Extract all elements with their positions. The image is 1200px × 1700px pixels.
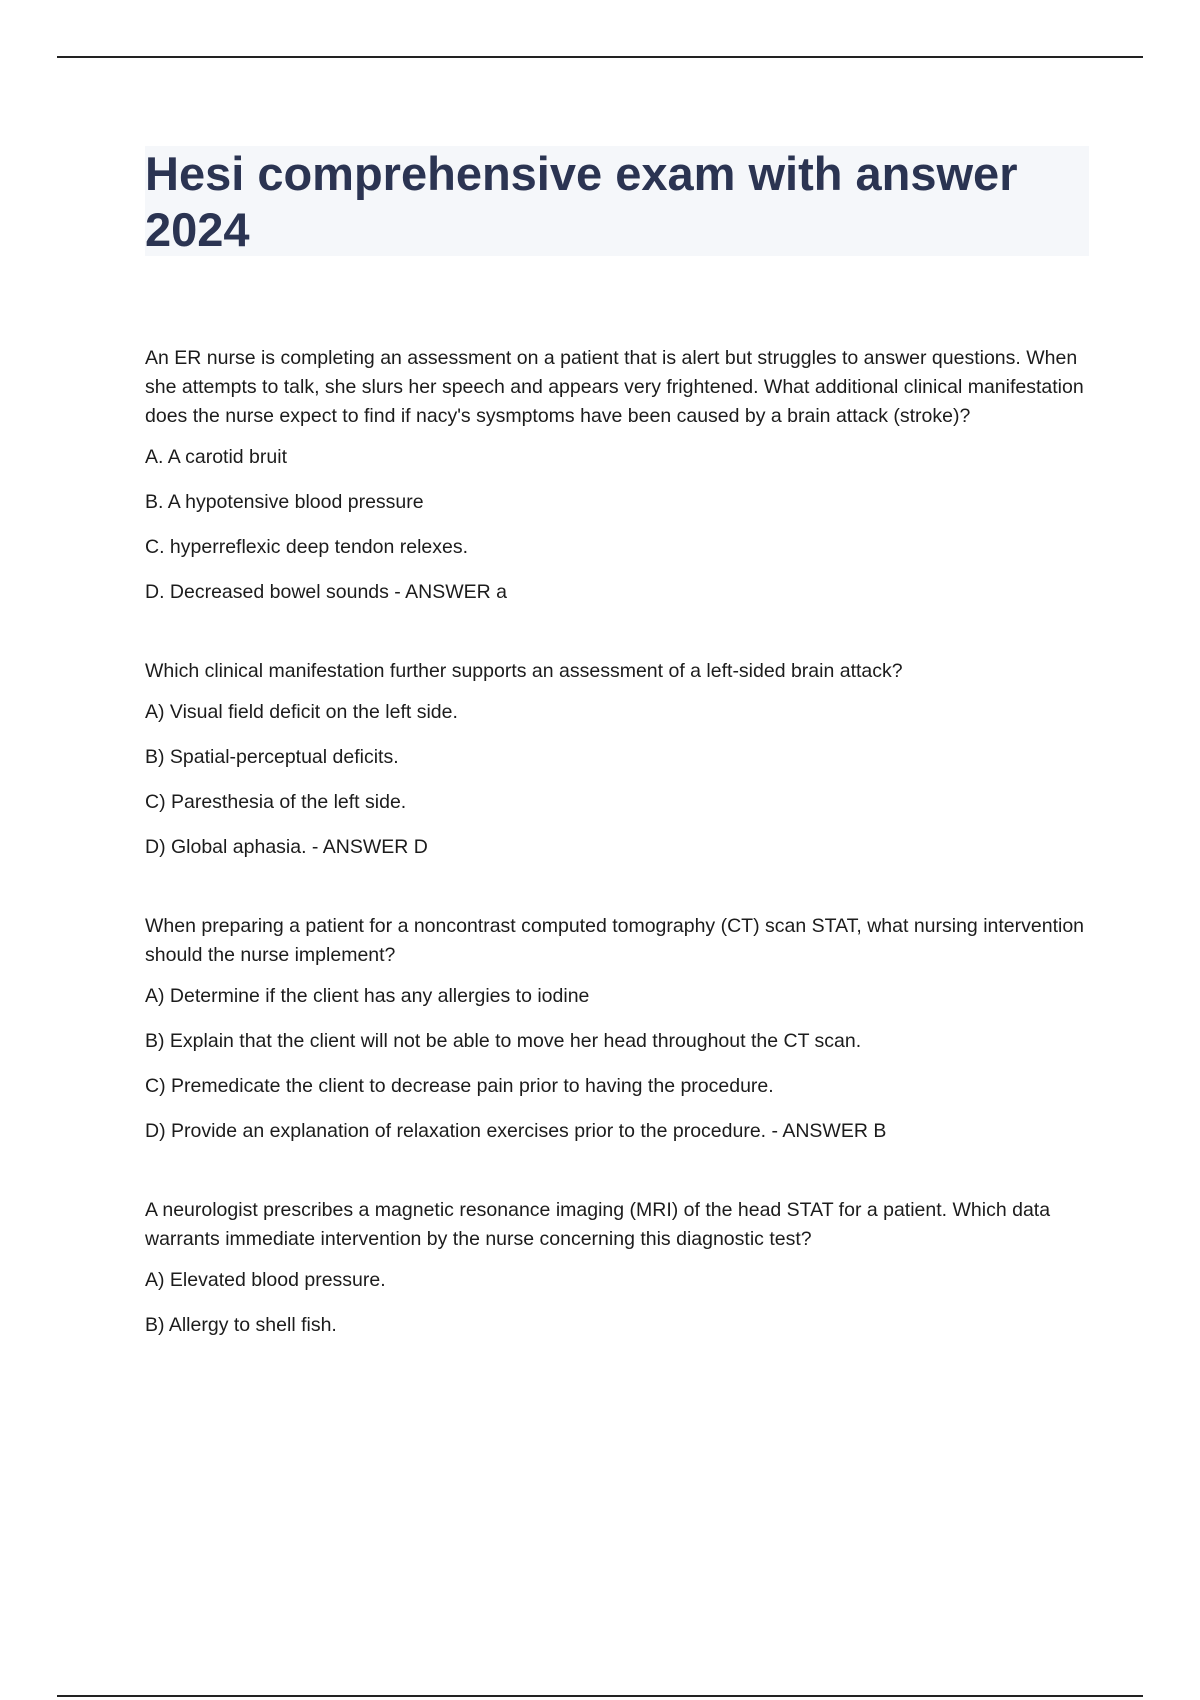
question-text: Which clinical manifestation further supports an assessment of a left-sided brain attack? [145, 660, 903, 682]
question-2 [145, 657, 1085, 862]
answer-option-d: D) Provide an explanation of relaxation exercises prior to the procedure. - ANSWER B [145, 1120, 887, 1142]
question-list [145, 344, 1085, 1390]
question-text: A neurologist prescribes a magnetic resonance imaging (MRI) of the head STAT for a patient. Which data warrants immediate intervention by the nurse concerning this diagnostic test? [145, 1199, 1051, 1250]
answer-option-a: A) Visual field deficit on the left side. [145, 701, 458, 723]
answer-option-b: B) Explain that the client will not be able to move her head throughout the CT scan. [145, 1030, 862, 1052]
answer-option-d: D) Global aphasia. - ANSWER D [145, 836, 428, 858]
answer-option-c: C. hyperreflexic deep tendon relexes. [145, 536, 469, 558]
answer-option-b: B) Spatial-perceptual deficits. [145, 746, 399, 768]
question-3 [145, 912, 1085, 1146]
answer-option-a: A) Determine if the client has any allergies to iodine [145, 985, 590, 1007]
question-text: An ER nurse is completing an assessment on a patient that is alert but struggles to answer questions. When she attempts to talk, she slurs her speech and appears very frightened. What additional clinical manifestation does the nurse expect to find if nacy's sysmptoms have been caused by a brain attack (stroke)? [145, 347, 1084, 427]
top-divider [57, 56, 1143, 58]
answer-option-b: B) Allergy to shell fish. [145, 1314, 337, 1336]
question-text: When preparing a patient for a noncontrast computed tomography (CT) scan STAT, what nursing intervention should the nurse implement? [145, 915, 1085, 966]
answer-option-a: A. A carotid bruit [145, 446, 287, 468]
answer-option-c: C) Premedicate the client to decrease pain prior to having the procedure. [145, 1075, 774, 1097]
question-1 [145, 344, 1085, 607]
title-banner [145, 146, 1089, 256]
answer-option-b: B. A hypotensive blood pressure [145, 491, 424, 513]
answer-option-d: D. Decreased bowel sounds - ANSWER a [145, 581, 507, 603]
question-4 [145, 1196, 1085, 1340]
answer-option-c: C) Paresthesia of the left side. [145, 791, 407, 813]
document-title: Hesi comprehensive exam with answer 2024 [145, 147, 1018, 256]
bottom-divider [57, 1695, 1143, 1697]
answer-option-a: A) Elevated blood pressure. [145, 1269, 386, 1291]
